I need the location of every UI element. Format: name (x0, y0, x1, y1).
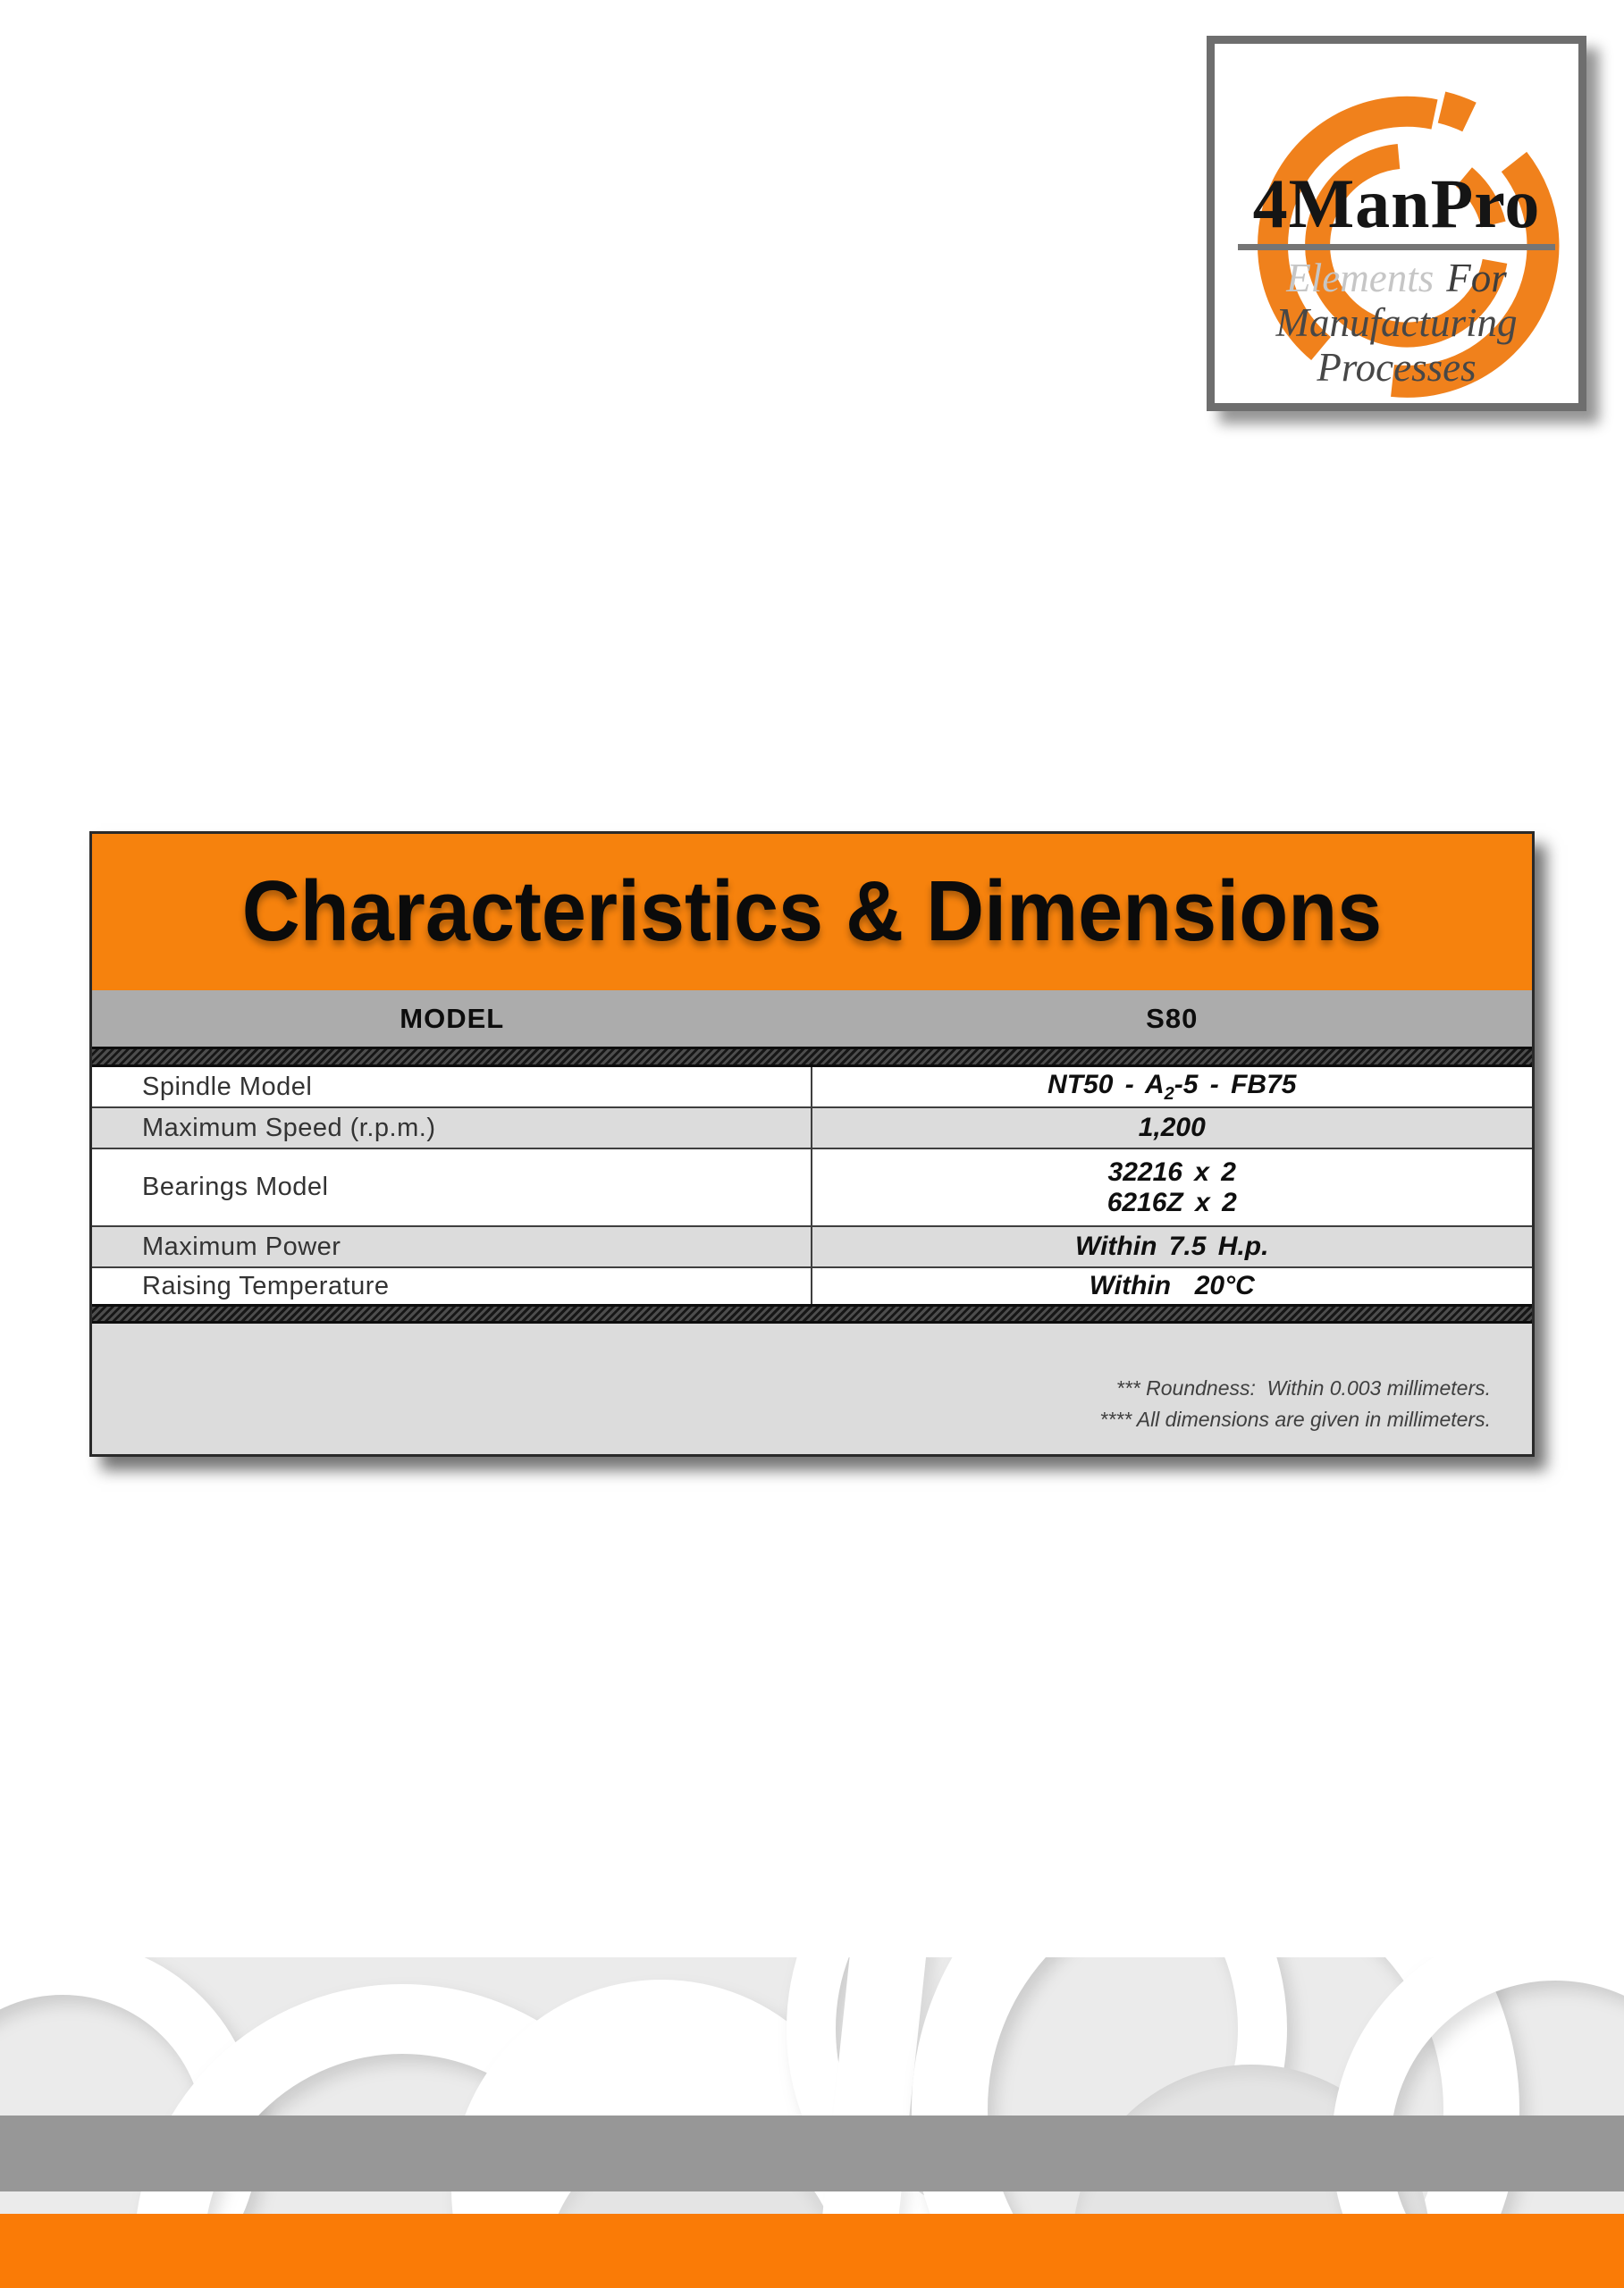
characteristics-table (89, 831, 1535, 1457)
row-value: Within 7.5 H.p. (1075, 1232, 1269, 1261)
bearings-value-line1: 32216 x 2 (1107, 1157, 1236, 1187)
table-title-band (92, 834, 1532, 990)
spindle-value: $NT50 - A_2-5 - FB75$ (1048, 1069, 1297, 1104)
table-row-maximum-speed (92, 1106, 1532, 1148)
separator-band-bottom (92, 1304, 1532, 1324)
bearings-value-line2: 6216Z x 2 (1107, 1187, 1237, 1217)
model-header-value: S80 (1146, 1002, 1199, 1034)
footnote-dimensions: **** All dimensions are given in millimeters. (1099, 1408, 1491, 1432)
footer-gray-band (0, 2116, 1624, 2191)
row-value (812, 1149, 1533, 1225)
model-header-row (92, 990, 1532, 1047)
tagline-word-elements: Elements (1286, 256, 1435, 300)
footer-orange-band (0, 2214, 1624, 2288)
row-label: Maximum Speed (r.p.m.) (92, 1108, 812, 1148)
row-label: Bearings Model (92, 1149, 812, 1225)
logo-divider (1238, 244, 1555, 250)
separator-band-top (92, 1047, 1532, 1067)
row-value: 1,200 (1138, 1113, 1206, 1142)
table-row-maximum-power (92, 1225, 1532, 1266)
table-row-bearings-model (92, 1148, 1532, 1225)
footnote-roundness: *** Roundness: Within 0.003 millimeters. (1115, 1375, 1491, 1400)
logo-tagline-line2: Manufacturing Processes (1275, 300, 1518, 390)
row-label: Spindle Model (92, 1067, 812, 1106)
logo-tagline-line1 (1215, 257, 1578, 301)
footnotes-area (92, 1324, 1532, 1454)
row-value: Within 20°C (1089, 1271, 1255, 1300)
table-row-raising-temperature (92, 1266, 1532, 1304)
tagline-word-for: For (1446, 256, 1507, 300)
row-value (812, 1067, 1533, 1106)
brand-name: 4ManPro (1252, 164, 1541, 242)
table-row-spindle-model (92, 1067, 1532, 1106)
brand-logo-card (1207, 36, 1586, 411)
row-label: Maximum Power (92, 1227, 812, 1266)
model-header-label: MODEL (400, 1002, 505, 1034)
row-label: Raising Temperature (92, 1268, 812, 1304)
table-title: Characteristics & Dimensions (241, 863, 1383, 959)
